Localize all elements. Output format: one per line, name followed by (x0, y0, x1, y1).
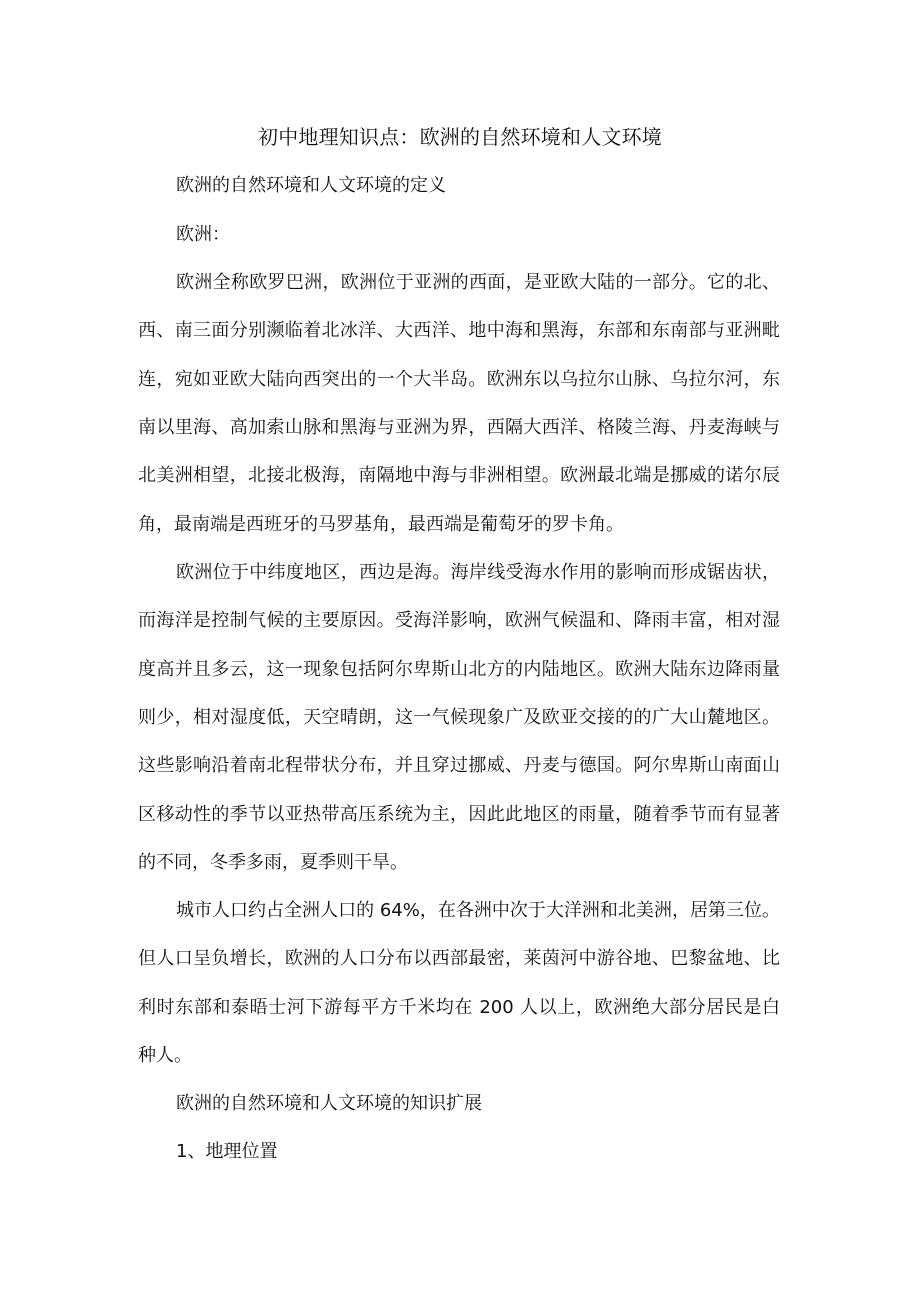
definition-heading: 欧洲的自然环境和人文环境的定义 (176, 175, 446, 196)
paragraph1-line: 角，最南端是西班牙的马罗基角，最西端是葡萄牙的罗卡角。 (138, 514, 624, 535)
paragraph1-line: 北美洲相望，北接北极海，南隔地中海与非洲相望。欧洲最北端是挪威的诺尔辰 (138, 465, 780, 486)
paragraph2-line: 的不同，冬季多雨，夏季则干旱。 (138, 852, 408, 873)
paragraph2-line: 这些影响沿着南北程带状分布，并且穿过挪威、丹麦与德国。阿尔卑斯山南面山 (138, 755, 780, 776)
paragraph1-line: 南以里海、高加索山脉和黑海与亚洲为界，西隔大西洋、格陵兰海、丹麦海峡与 (138, 417, 780, 438)
section-heading-geography: 1、地理位置 (176, 1141, 278, 1162)
paragraph3-line: 种人。 (138, 1045, 192, 1066)
paragraph1-line: 西、南三面分别濒临着北冰洋、大西洋、地中海和黑海，东部和东南部与亚洲毗 (138, 320, 780, 341)
europe-label: 欧洲： (176, 224, 230, 245)
paragraph1-line: 欧洲全称欧罗巴洲，欧洲位于亚洲的西面，是亚欧大陆的一部分。它的北、 (176, 272, 780, 293)
paragraph2-line: 区移动性的季节以亚热带高压系统为主，因此此地区的雨量，随着季节而有显著 (138, 804, 780, 825)
paragraph3-line: 利时东部和泰晤士河下游每平方千米均在 200 人以上，欧洲绝大部分居民是白 (138, 997, 780, 1018)
paragraph2-line: 度高并且多云，这一现象包括阿尔卑斯山北方的内陆地区。欧洲大陆东边降雨量 (138, 659, 780, 680)
document-title: 初中地理知识点：欧洲的自然环境和人文环境 (258, 125, 662, 149)
paragraph1-line: 连，宛如亚欧大陆向西突出的一个大半岛。欧洲东以乌拉尔山脉、乌拉尔河，东 (138, 369, 780, 390)
extension-heading: 欧洲的自然环境和人文环境的知识扩展 (176, 1093, 482, 1114)
paragraph2-line: 则少，相对湿度低，天空晴朗，这一气候现象广及欧亚交接的的广大山麓地区。 (138, 707, 780, 728)
paragraph3-line: 但人口呈负增长，欧洲的人口分布以西部最密，莱茵河中游谷地、巴黎盆地、比 (138, 948, 780, 969)
paragraph3-line: 城市人口约占全洲人口的 64%，在各洲中次于大洋洲和北美洲，居第三位。 (176, 900, 780, 921)
paragraph2-line: 欧洲位于中纬度地区，西边是海。海岸线受海水作用的影响而形成锯齿状， (176, 562, 780, 583)
paragraph2-line: 而海洋是控制气候的主要原因。受海洋影响，欧洲气候温和、降雨丰富，相对湿 (138, 610, 780, 631)
